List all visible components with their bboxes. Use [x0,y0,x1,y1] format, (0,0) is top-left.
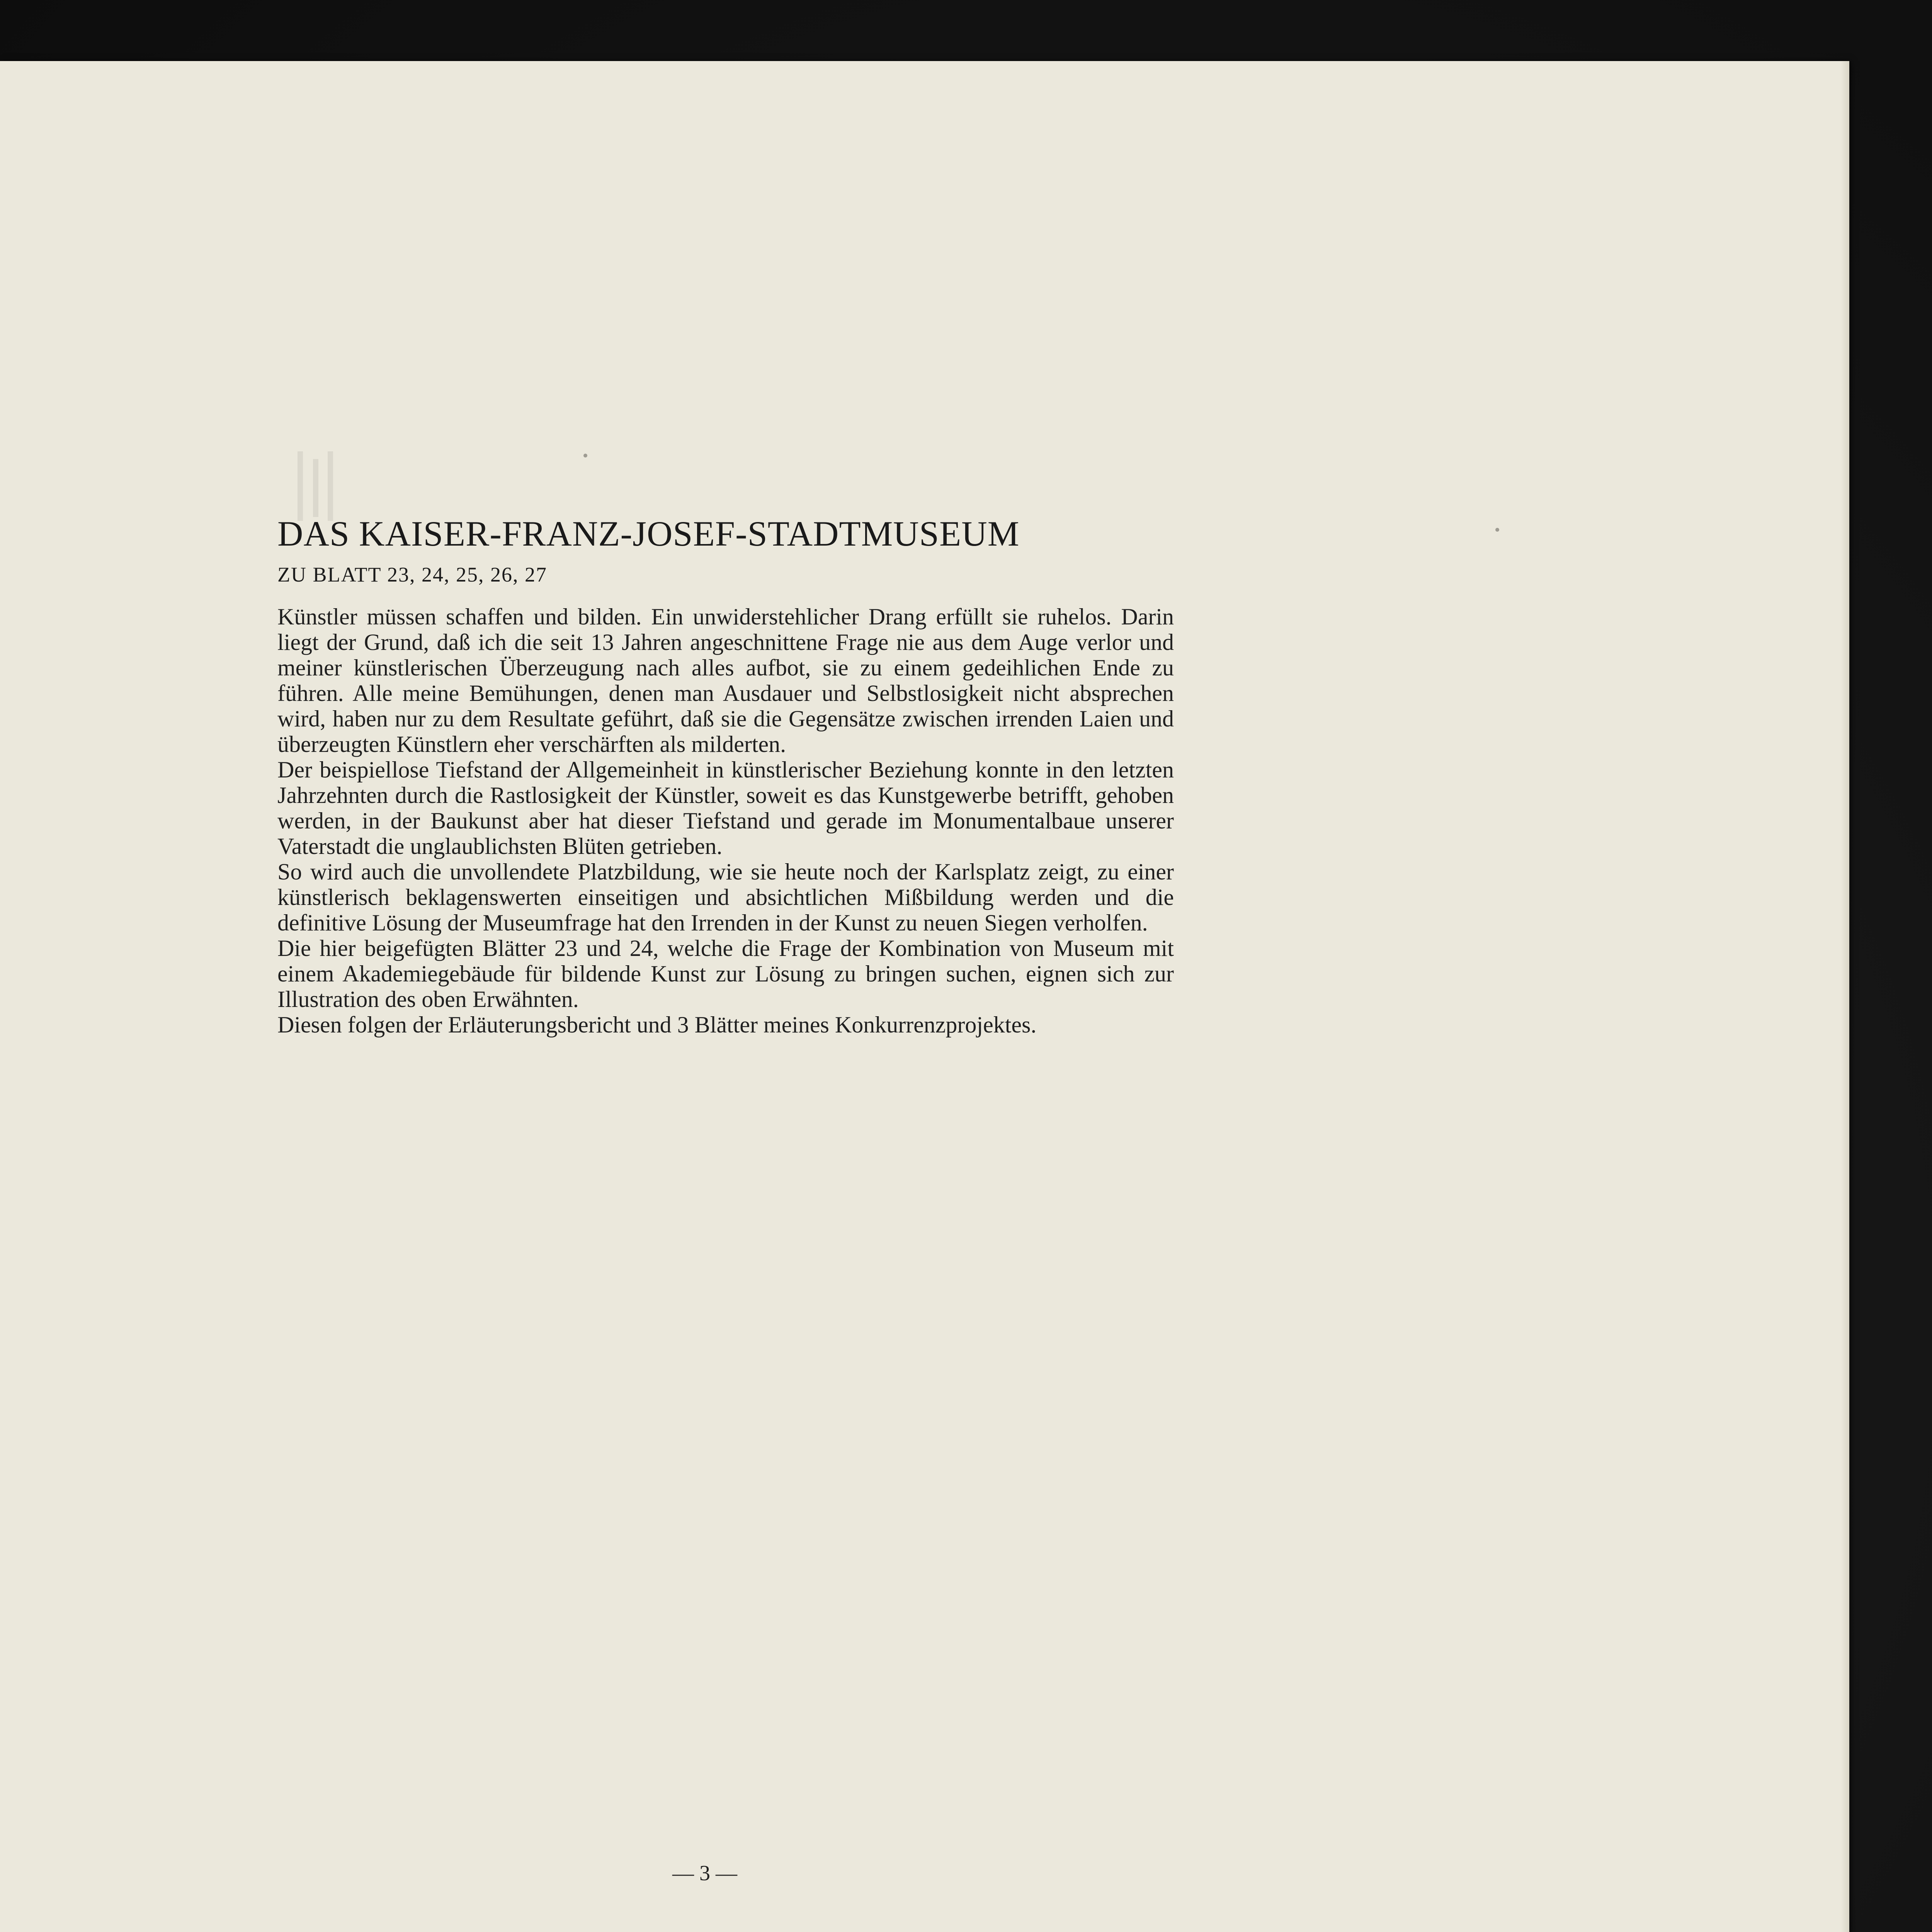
paper-speck [583,454,587,457]
document-subtitle: ZU BLATT 23, 24, 25, 26, 27 [277,563,547,586]
paragraph: Künstler müssen schaffen und bilden. Ein unwiderstehlicher Drang erfüllt sie ruhelos. Darin liegt der Grund, daß ich die seit 13 Jahren angeschnittene Frage nie aus dem Auge verlor und meiner künstlerischen Überzeugung nach alles aufbot, sie zu einem gedeihlichen Ende zu führen. Alle meine Bemühungen, denen man Ausdauer und Selbstlosigkeit nicht absprechen wird, haben nur zu dem Resultate geführt, daß sie die Gegensätze zwischen irrenden Laien und überzeugten Künstlern eher verschärften als milderten. [277,604,1174,757]
paragraph: Diesen folgen der Erläuterungsbericht und 3 Blätter meines Konkurrenzprojektes. [277,1012,1037,1037]
page-number: — 3 — [672,1861,737,1885]
paper-speck [1495,528,1499,532]
paragraph: So wird auch die unvollendete Platzbildung, wie sie heute noch der Karlsplatz zeigt, zu einer künstlerisch beklagenswerten einseitigen und absichtlichen Mißbildung werden und die definitive Lösung der Museumfrage hat den Irrenden in der Kunst zu neuen Siegen verholfen. [277,859,1174,935]
paragraph: Der beispiellose Tiefstand der Allgemeinheit in künstlerischer Beziehung konnte in den letzten Jahrzehnten durch die Rastlosigkeit der Künstler, soweit es das Kunstgewerbe betrifft, gehoben werden, in der Baukunst aber hat dieser Tiefstand und gerade im Monumentalbaue unserer Vaterstadt die unglaublichsten Blüten getrieben. [277,757,1174,859]
body-text [277,604,1174,1037]
document-title: DAS KAISER-FRANZ-JOSEF-STADTMUSEUM [277,514,1020,553]
document-page [0,61,1849,1932]
paragraph: Die hier beigefügten Blätter 23 und 24, welche die Frage der Kombination von Museum mit einem Akademiegebäude für bildende Kunst zur Lösung zu bringen suchen, eignen sich zur Illustration des oben Erwähnten. [277,935,1174,1012]
page-edge [1841,61,1849,1932]
